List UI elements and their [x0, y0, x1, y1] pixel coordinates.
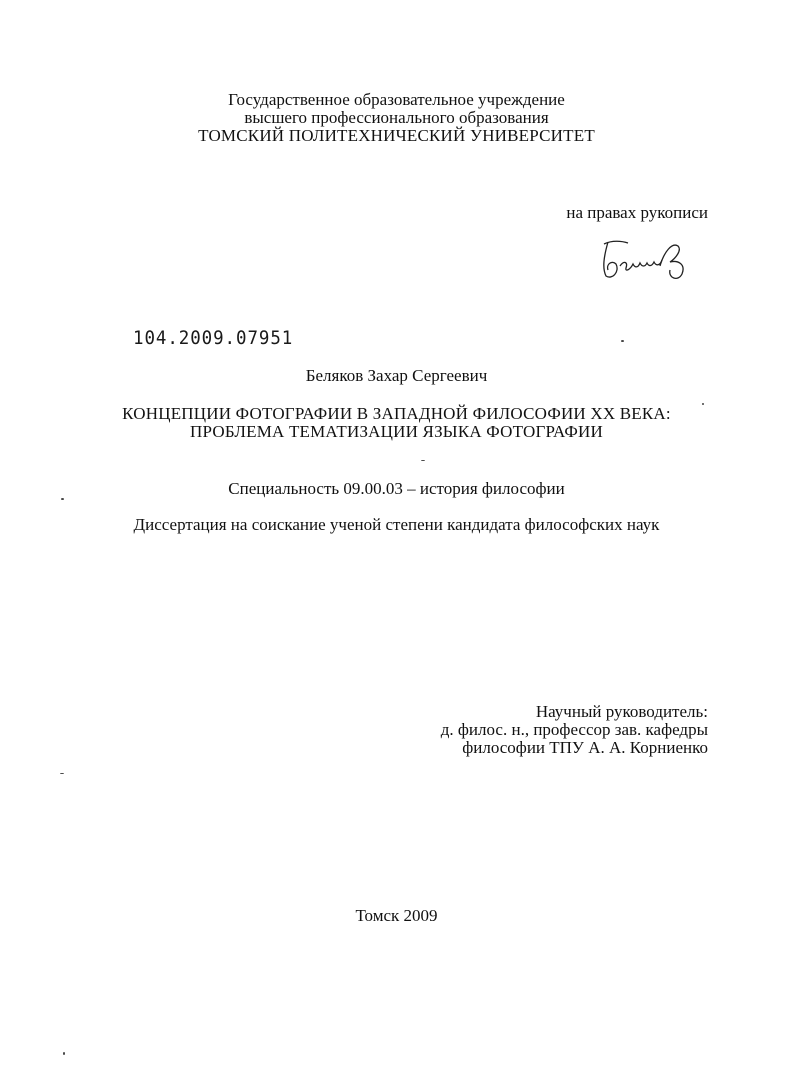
university-name: ТОМСКИЙ ПОЛИТЕХНИЧЕСКИЙ УНИВЕРСИТЕТ: [198, 126, 595, 145]
institution-line-1: Государственное образовательное учреждение: [228, 90, 565, 109]
scan-speck: [63, 1052, 65, 1055]
registration-number: 104.2009.07951: [133, 327, 294, 349]
author-name: Беляков Захар Сергеевич: [305, 366, 488, 385]
institution-line-2: высшего профессионального образования: [244, 108, 549, 127]
handwritten-signature-icon: [598, 236, 693, 284]
scan-speck: [60, 773, 64, 774]
place-year: Томск 2009: [355, 906, 438, 925]
scan-speck: [702, 403, 704, 405]
specialty: Специальность 09.00.03 – история философии: [228, 479, 565, 498]
degree-statement: Диссертация на соискание ученой степени кандидата философских наук: [133, 515, 660, 534]
title-line-1: КОНЦЕПЦИИ ФОТОГРАФИИ В ЗАПАДНОЙ ФИЛОСОФИИ ХХ ВЕКА:: [122, 404, 671, 423]
scan-speck: [421, 460, 425, 461]
scan-speck: [61, 498, 64, 500]
scan-speck: [621, 340, 624, 342]
supervisor-title: д. филос. н., профессор зав. кафедры: [440, 720, 708, 739]
title-line-2: ПРОБЛЕМА ТЕМАТИЗАЦИИ ЯЗЫКА ФОТОГРАФИИ: [190, 422, 603, 441]
supervisor-name: философии ТПУ А. А. Корниенко: [462, 738, 708, 757]
supervisor-label: Научный руководитель:: [535, 702, 708, 721]
manuscript-note: на правах рукописи: [566, 203, 708, 222]
